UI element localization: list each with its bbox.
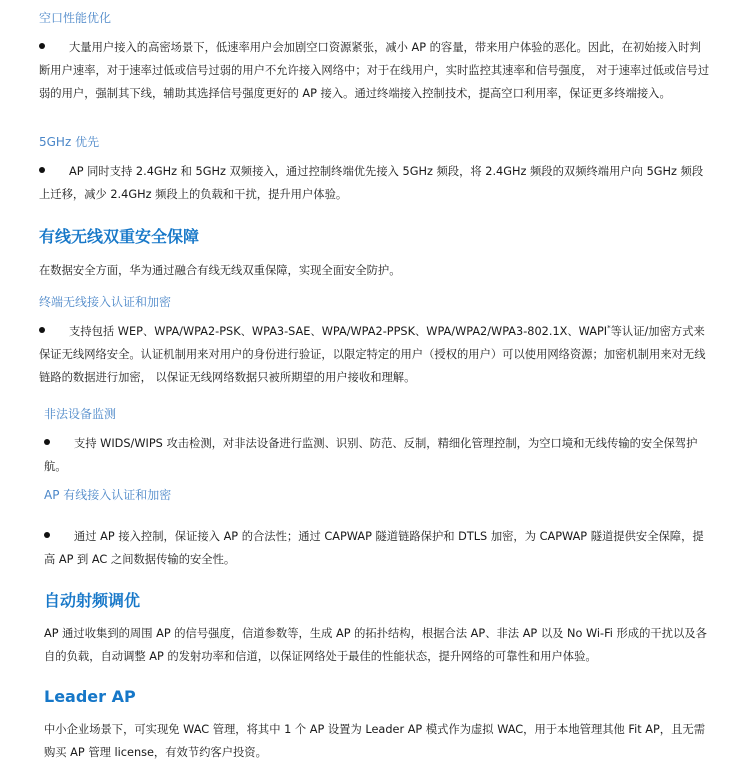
bullet-text: 大量用户接入的高密场景下，低速率用户会加剧空口资源紧张，减小 AP 的容量，带来用户体验的恶化。因此，在初始接入时判断用户速率，对于速率过低或信号过弱的用户不允许接入网络中；对于在线用户，实时监控其速率和信号强度， 对于速率过低或信号过弱的用户，强制其下线，辅助其选择信号强度更好的 AP 接入。通过终端接入控制技术，提高空口利用率，保证更多终端接入。 <box>39 41 710 100</box>
heading-dual-security: 有线无线双重安全保障 <box>39 227 200 246</box>
bullet-wireless-auth <box>39 320 711 389</box>
bullet-air-performance <box>39 36 711 105</box>
bullet-text-post: 等认证/加密方式来保证无线网络安全。认证机制用来对用户的身份进行验证，以限定特定的用户（授权的用户）可以使用网络资源；加密机制用来对无线链路的数据进行加密， 以保证无线网络数据只被所期望的用户接收和理解。 <box>39 325 706 384</box>
security-intro: 在数据安全方面，华为通过融合有线无线双重保障，实现全面安全防护。 <box>39 264 401 277</box>
bullet-dot-icon <box>39 327 45 333</box>
bullet-dot-icon <box>44 439 50 445</box>
bullet-ap-wired-auth <box>44 525 711 571</box>
bullet-text-pre: 支持包括 WEP、WPA/WPA2-PSK、WPA3-SAE、WPA/WPA2-PPSK、WPA/WPA2/WPA3-802.1X、WAPI <box>69 325 608 338</box>
bullet-text: 支持 WIDS/WIPS 攻击检测，对非法设备进行监测、识别、防范、反制，精细化管理控制，为空口境和无线传输的安全保驾护航。 <box>44 437 698 473</box>
bullet-rogue-detection <box>44 432 711 478</box>
subheading-wireless-auth: 终端无线接入认证和加密 <box>39 295 172 309</box>
leader-ap-body: 中小企业场景下，可实现免 WAC 管理，将其中 1 个 AP 设置为 Leader AP 模式作为虚拟 WAC，用于本地管理其他 Fit AP，且无需购买 AP 管理 license，有效节约客户投资。 <box>44 723 705 759</box>
subheading-air-performance: 空口性能优化 <box>39 11 112 25</box>
bullet-5ghz-priority <box>39 160 711 206</box>
rf-tuning-body: AP 通过收集到的周围 AP 的信号强度，信道参数等，生成 AP 的拓扑结构，根据合法 AP、非法 AP 以及 No Wi-Fi 形成的干扰以及各自的负载，自动调整 AP 的发射功率和信道，以保证网络处于最佳的性能状态，提升网络的可靠性和用户体验。 <box>44 627 707 663</box>
subheading-ap-wired-auth: AP 有线接入认证和加密 <box>44 488 172 502</box>
bullet-text: AP 同时支持 2.4GHz 和 5GHz 双频接入，通过控制终端优先接入 5GHz 频段，将 2.4GHz 频段的双频终端用户向 5GHz 频段上迁移，减少 2.4GHz 频段上的负载和干扰，提升用户体验。 <box>39 165 704 201</box>
bullet-dot-icon <box>44 532 50 538</box>
bullet-dot-icon <box>39 167 45 173</box>
footnote-mark: * <box>607 324 611 333</box>
bullet-text: 通过 AP 接入控制，保证接入 AP 的合法性；通过 CAPWAP 隧道链路保护和 DTLS 加密，为 CAPWAP 隧道提供安全保障，提高 AP 到 AC 之间数据传输的安全性。 <box>44 530 704 566</box>
subheading-rogue-detection: 非法设备监测 <box>44 407 117 421</box>
heading-leader-ap: Leader AP <box>44 687 136 706</box>
bullet-dot-icon <box>39 43 45 49</box>
subheading-5ghz-priority: 5GHz 优先 <box>39 135 100 149</box>
heading-rf-tuning: 自动射频调优 <box>44 591 141 610</box>
